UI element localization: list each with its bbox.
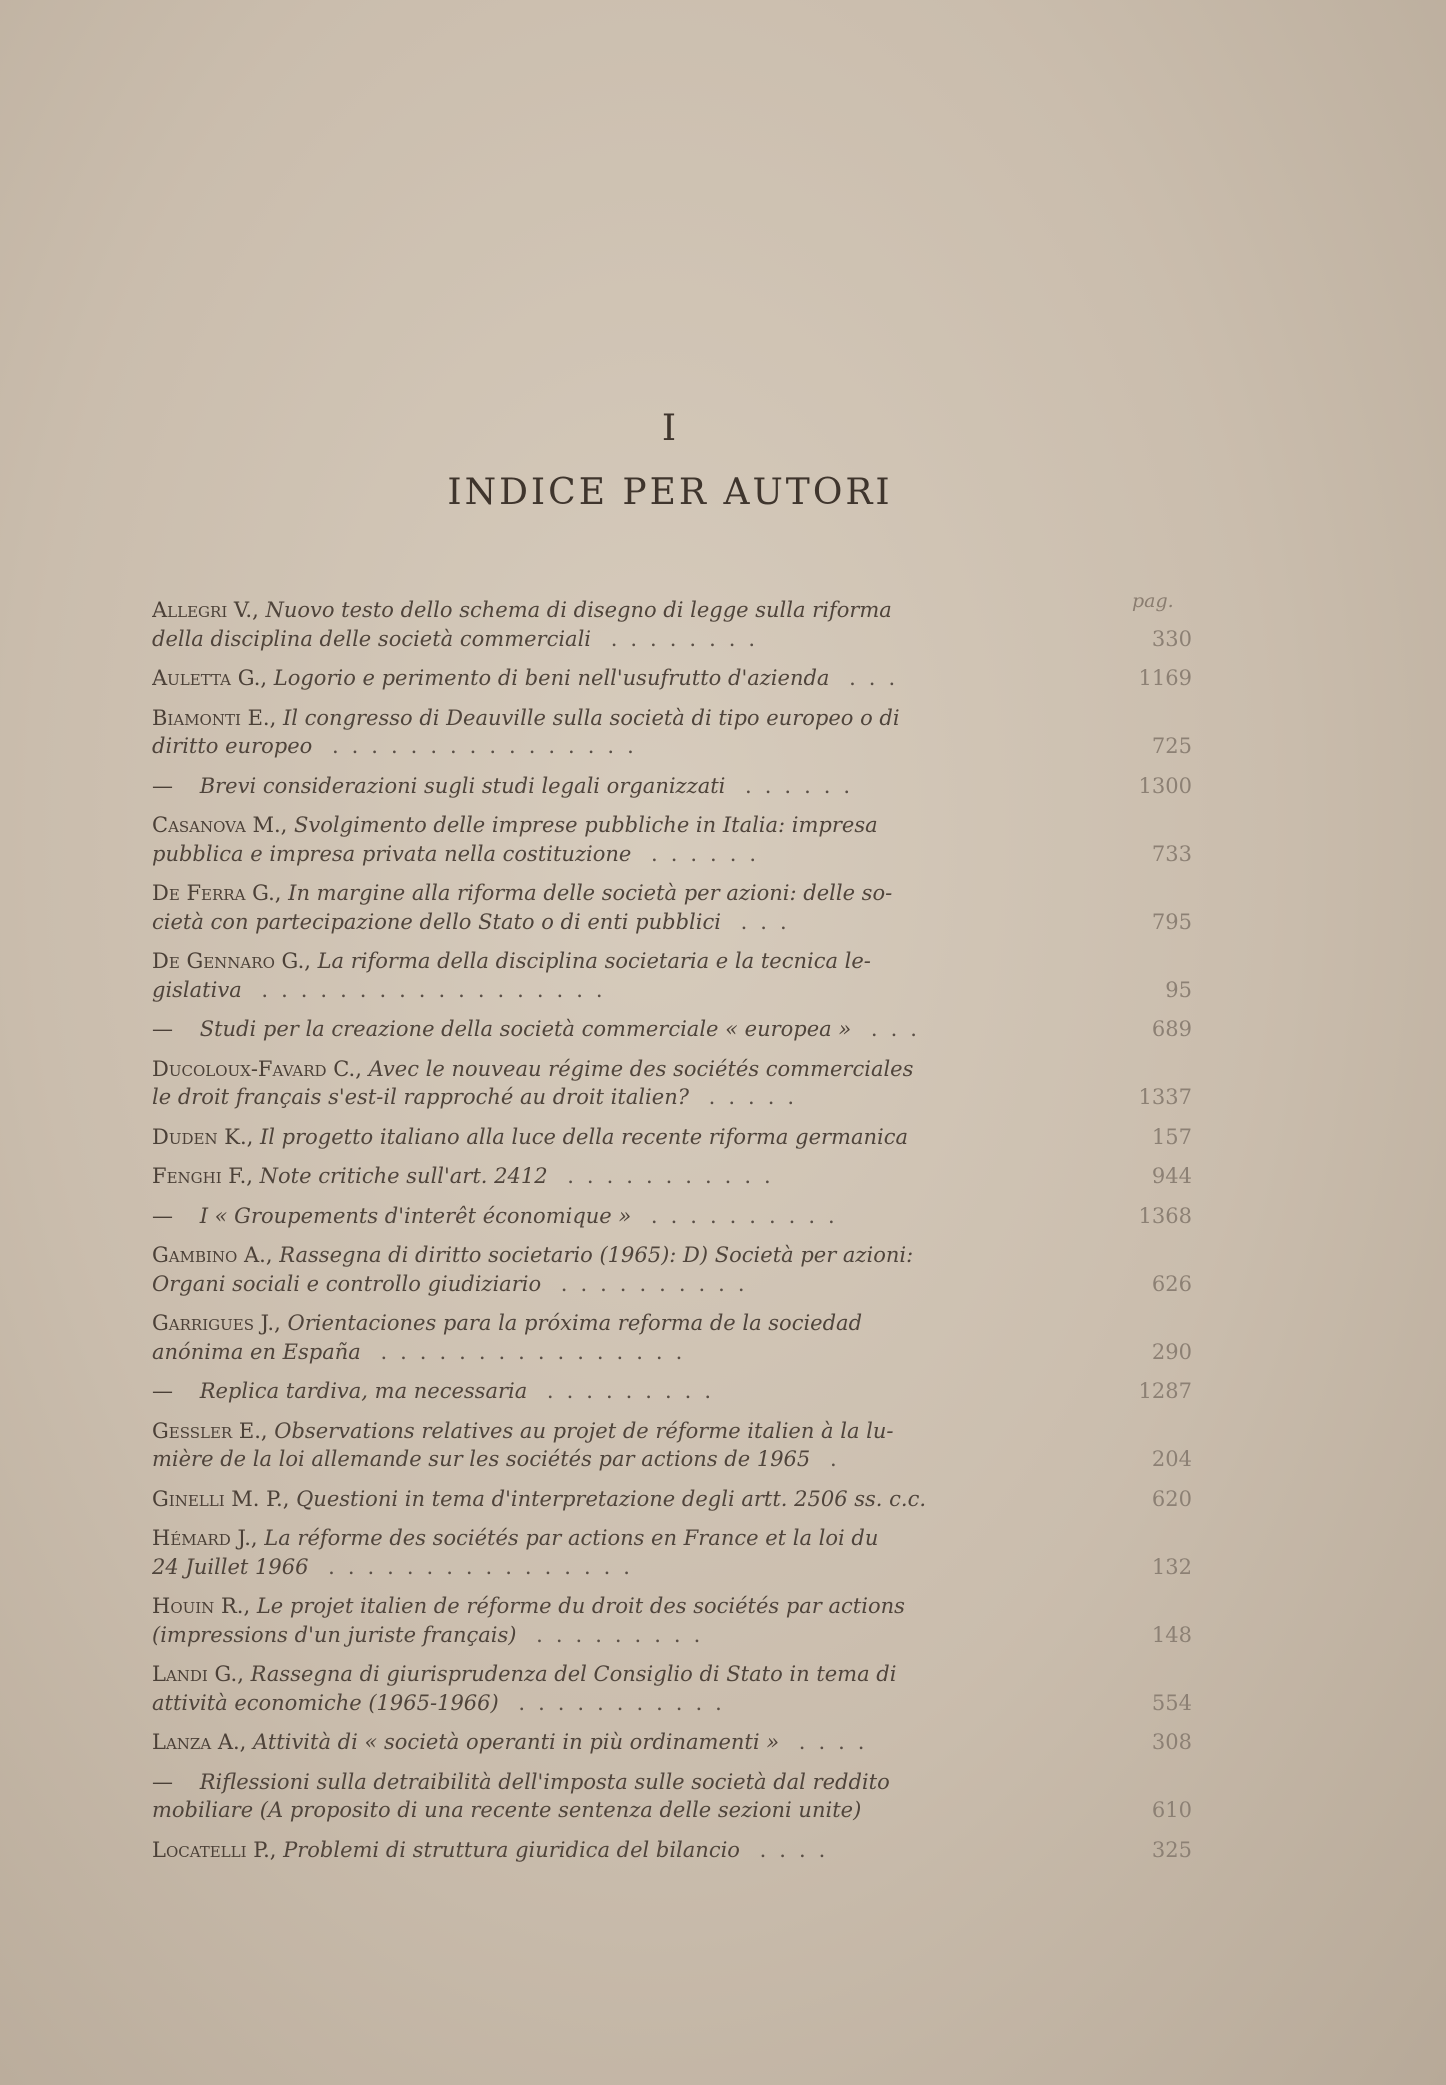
leader-dots: .......... xyxy=(541,1271,758,1296)
leader-dots: ........... xyxy=(498,1690,735,1715)
entry-author: Hémard J., xyxy=(152,1526,258,1550)
index-entry xyxy=(152,596,1192,653)
leader-dots: ................ xyxy=(308,1554,643,1579)
entry-title: Note critiche sull'art. 2412 xyxy=(259,1164,548,1188)
entry-title: Orientaciones para la próxima reforma de la sociedad xyxy=(287,1311,863,1335)
entry-line xyxy=(152,1015,1130,1044)
leader-dots: .................. xyxy=(241,977,616,1002)
entry-page-number: 290 xyxy=(1151,1339,1192,1364)
entry-line xyxy=(152,1417,1130,1446)
leader-dots: ..... xyxy=(689,1085,808,1109)
entry-author: Duden K., xyxy=(152,1124,254,1149)
entry-title: Observations relatives au projet de réforme italien à la lu- xyxy=(274,1418,894,1443)
entry-line xyxy=(152,1338,1130,1367)
entry-page-number: 132 xyxy=(1151,1554,1192,1579)
entry-page-number: 325 xyxy=(1151,1837,1192,1862)
entry-page-number: 1287 xyxy=(1138,1379,1192,1403)
index-entry xyxy=(152,1592,1192,1649)
entry-line xyxy=(152,1553,1130,1582)
entry-title: diritto europeo xyxy=(152,734,313,758)
entry-author: Fenghi F., xyxy=(152,1164,253,1188)
entry-author: Allegri V., xyxy=(152,598,259,622)
index-entry xyxy=(152,1728,1192,1757)
index-entry xyxy=(152,664,1192,693)
entry-line xyxy=(152,1309,1130,1338)
entry-title: Riflessioni sulla detraibilità dell'imposta sulle società dal reddito xyxy=(199,1769,890,1794)
entry-author: Ginelli M. P., xyxy=(152,1486,290,1511)
entry-title: mobiliare (A proposito di una recente sentenza delle sezioni unite) xyxy=(152,1798,862,1822)
index-entry xyxy=(152,1162,1192,1191)
entry-line xyxy=(152,1796,1130,1825)
page-column-label: pag. xyxy=(1132,590,1174,612)
entry-author: Gessler E., xyxy=(152,1418,268,1443)
entry-line xyxy=(152,1485,1130,1514)
entry-title: Il congresso di Deauville sulla società di tipo europeo o di xyxy=(282,705,900,730)
entry-title: Problemi di struttura giuridica del bilancio xyxy=(283,1837,740,1862)
entry-title: Svolgimento delle imprese pubbliche in Italia: impresa xyxy=(294,813,878,837)
entry-title: della disciplina delle società commerciali xyxy=(152,626,592,651)
leader-dots: ...... xyxy=(725,773,864,798)
index-entry xyxy=(152,704,1192,761)
entry-page-number: 620 xyxy=(1151,1486,1192,1511)
entry-title: cietà con partecipazione dello Stato o di enti pubblici xyxy=(152,909,721,934)
entry-title: La réforme des sociétés par actions en France et la loi du xyxy=(264,1526,879,1550)
index-entry xyxy=(152,879,1192,936)
leader-dots: ........ xyxy=(591,626,769,651)
index-entry xyxy=(152,947,1192,1004)
index-entry xyxy=(152,811,1192,868)
entry-title: Rassegna di diritto societario (1965): D) Società per azioni: xyxy=(279,1243,914,1267)
entry-author: Casanova M., xyxy=(152,813,288,837)
entry-author: Garrigues J., xyxy=(152,1311,281,1335)
entry-line xyxy=(152,908,1130,937)
entry-page-number: 725 xyxy=(1151,734,1192,758)
index-entry xyxy=(152,1377,1192,1406)
leader-dots: ........... xyxy=(547,1164,784,1188)
entry-line xyxy=(152,1162,1130,1191)
ditto-dash: — xyxy=(152,1379,173,1403)
entry-line xyxy=(152,596,1130,625)
ditto-dash: — xyxy=(152,1203,173,1228)
entry-page-number: 330 xyxy=(1151,626,1192,651)
entry-title: Logorio e perimento di beni nell'usufrutto d'azienda xyxy=(273,666,830,690)
entry-title: Avec le nouveau régime des sociétés commerciales xyxy=(368,1056,914,1081)
index-entry xyxy=(152,1524,1192,1581)
entry-line xyxy=(152,625,1130,654)
entry-line xyxy=(152,1123,1130,1152)
entry-line xyxy=(152,1270,1130,1299)
entry-author: Landi G., xyxy=(152,1662,244,1686)
section-title: INDICE PER AUTORI xyxy=(447,472,893,513)
leader-dots: ... xyxy=(851,1017,930,1041)
entry-page-number: 554 xyxy=(1151,1690,1192,1715)
entry-line xyxy=(152,1202,1130,1231)
entry-line xyxy=(152,1241,1130,1270)
entry-title: I « Groupements d'interêt économique » xyxy=(199,1203,632,1228)
entry-line xyxy=(152,664,1130,693)
entry-page-number: 308 xyxy=(1151,1730,1192,1754)
entry-line xyxy=(152,1660,1130,1689)
entry-page-number: 95 xyxy=(1165,977,1192,1002)
entry-author: Gambino A., xyxy=(152,1243,273,1267)
leader-dots: .... xyxy=(739,1837,839,1862)
entry-line xyxy=(152,1728,1130,1757)
leader-dots: ... xyxy=(720,909,800,934)
entry-line xyxy=(152,1836,1130,1865)
entry-line xyxy=(152,1445,1130,1474)
entry-line xyxy=(152,976,1130,1005)
index-entry xyxy=(152,1202,1192,1231)
entry-title: Studi per la creazione della società commerciale « europea » xyxy=(199,1017,852,1041)
index-entry xyxy=(152,1055,1192,1112)
index-entry xyxy=(152,1123,1192,1152)
entry-line xyxy=(152,1377,1130,1406)
entry-title: 24 Juillet 1966 xyxy=(152,1554,309,1579)
entry-line xyxy=(152,1592,1130,1621)
entry-title: Questioni in tema d'interpretazione degli artt. 2506 ss. c.c. xyxy=(296,1486,927,1511)
author-index-list xyxy=(152,596,1192,1875)
entry-page-number: 1169 xyxy=(1138,666,1192,690)
entry-line xyxy=(152,732,1130,761)
entry-line xyxy=(152,1524,1130,1553)
entry-title: Le projet italien de réforme du droit des sociétés par actions xyxy=(256,1594,905,1618)
entry-author: Lanza A., xyxy=(152,1730,247,1754)
index-entry xyxy=(152,1417,1192,1474)
entry-line xyxy=(152,704,1130,733)
entry-title: pubblica e impresa privata nella costituzione xyxy=(152,841,632,866)
leader-dots: ... xyxy=(829,666,909,690)
entry-title: (impressions d'un juriste français) xyxy=(152,1622,517,1647)
entry-page-number: 610 xyxy=(1151,1798,1192,1822)
index-entry xyxy=(152,1241,1192,1298)
entry-title: Replica tardiva, ma necessaria xyxy=(199,1379,528,1403)
entry-page-number: 689 xyxy=(1151,1017,1192,1041)
entry-title: Nuovo testo dello schema di disegno di legge sulla riforma xyxy=(265,598,892,622)
index-entry xyxy=(152,1485,1192,1514)
ditto-dash: — xyxy=(152,1017,173,1041)
leader-dots: ................ xyxy=(360,1339,696,1364)
entry-page-number: 944 xyxy=(1151,1164,1192,1188)
leader-dots: ......... xyxy=(527,1379,725,1403)
entry-page-number: 157 xyxy=(1151,1124,1192,1149)
entry-page-number: 148 xyxy=(1151,1622,1192,1647)
entry-author: Auletta G., xyxy=(152,666,268,690)
entry-line xyxy=(152,1768,1130,1797)
index-entry xyxy=(152,1309,1192,1366)
entry-title: anónima en España xyxy=(152,1339,361,1364)
index-entry xyxy=(152,1015,1192,1044)
entry-title: attività economiche (1965-1966) xyxy=(152,1690,499,1715)
leader-dots: .......... xyxy=(631,1203,848,1228)
entry-title: In margine alla riforma delle società per azioni: delle so- xyxy=(288,881,893,905)
entry-line xyxy=(152,772,1130,801)
leader-dots: ......... xyxy=(516,1622,714,1647)
entry-page-number: 1368 xyxy=(1138,1203,1192,1228)
index-entry xyxy=(152,1768,1192,1825)
entry-author: Houin R., xyxy=(152,1594,251,1618)
entry-line xyxy=(152,840,1130,869)
entry-title: Brevi considerazioni sugli studi legali organizzati xyxy=(199,773,726,798)
chapter-number: I xyxy=(661,408,679,449)
leader-dots: .... xyxy=(779,1730,878,1754)
ditto-dash: — xyxy=(152,773,173,798)
entry-page-number: 1337 xyxy=(1138,1085,1192,1109)
entry-author: De Ferra G., xyxy=(152,881,282,905)
leader-dots: ................ xyxy=(312,734,647,758)
entry-line xyxy=(152,1083,1130,1112)
entry-page-number: 626 xyxy=(1151,1271,1192,1296)
entry-line xyxy=(152,947,1130,976)
entry-title: La riforma della disciplina societaria e la tecnica le- xyxy=(317,949,871,973)
entry-page-number: 795 xyxy=(1151,909,1192,934)
index-entry xyxy=(152,772,1192,801)
entry-page-number: 733 xyxy=(1151,841,1192,866)
entry-line xyxy=(152,879,1130,908)
entry-page-number: 204 xyxy=(1151,1447,1192,1471)
entry-title: Il progetto italiano alla luce della recente riforma germanica xyxy=(259,1124,908,1149)
entry-line xyxy=(152,1055,1130,1084)
ditto-dash: — xyxy=(152,1769,173,1794)
index-entry xyxy=(152,1660,1192,1717)
entry-author: Locatelli P., xyxy=(152,1837,277,1862)
entry-line xyxy=(152,811,1130,840)
entry-page-number: 1300 xyxy=(1138,773,1192,798)
leader-dots: . xyxy=(810,1447,850,1471)
entry-title: Rassegna di giurisprudenza del Consiglio di Stato in tema di xyxy=(250,1662,897,1686)
entry-line xyxy=(152,1689,1130,1718)
entry-title: Attività di « società operanti in più ordinamenti » xyxy=(253,1730,780,1754)
entry-line xyxy=(152,1621,1130,1650)
entry-title: gislativa xyxy=(152,977,242,1002)
entry-title: Organi sociali e controllo giudiziario xyxy=(152,1271,542,1296)
entry-author: Ducoloux-Favard C., xyxy=(152,1056,362,1081)
entry-title: le droit français s'est-il rapproché au droit italien? xyxy=(152,1085,689,1109)
index-entry xyxy=(152,1836,1192,1865)
entry-title: mière de la loi allemande sur les sociétés par actions de 1965 xyxy=(152,1447,811,1471)
entry-author: De Gennaro G., xyxy=(152,949,311,973)
leader-dots: ...... xyxy=(631,841,770,866)
entry-author: Biamonti E., xyxy=(152,705,277,730)
